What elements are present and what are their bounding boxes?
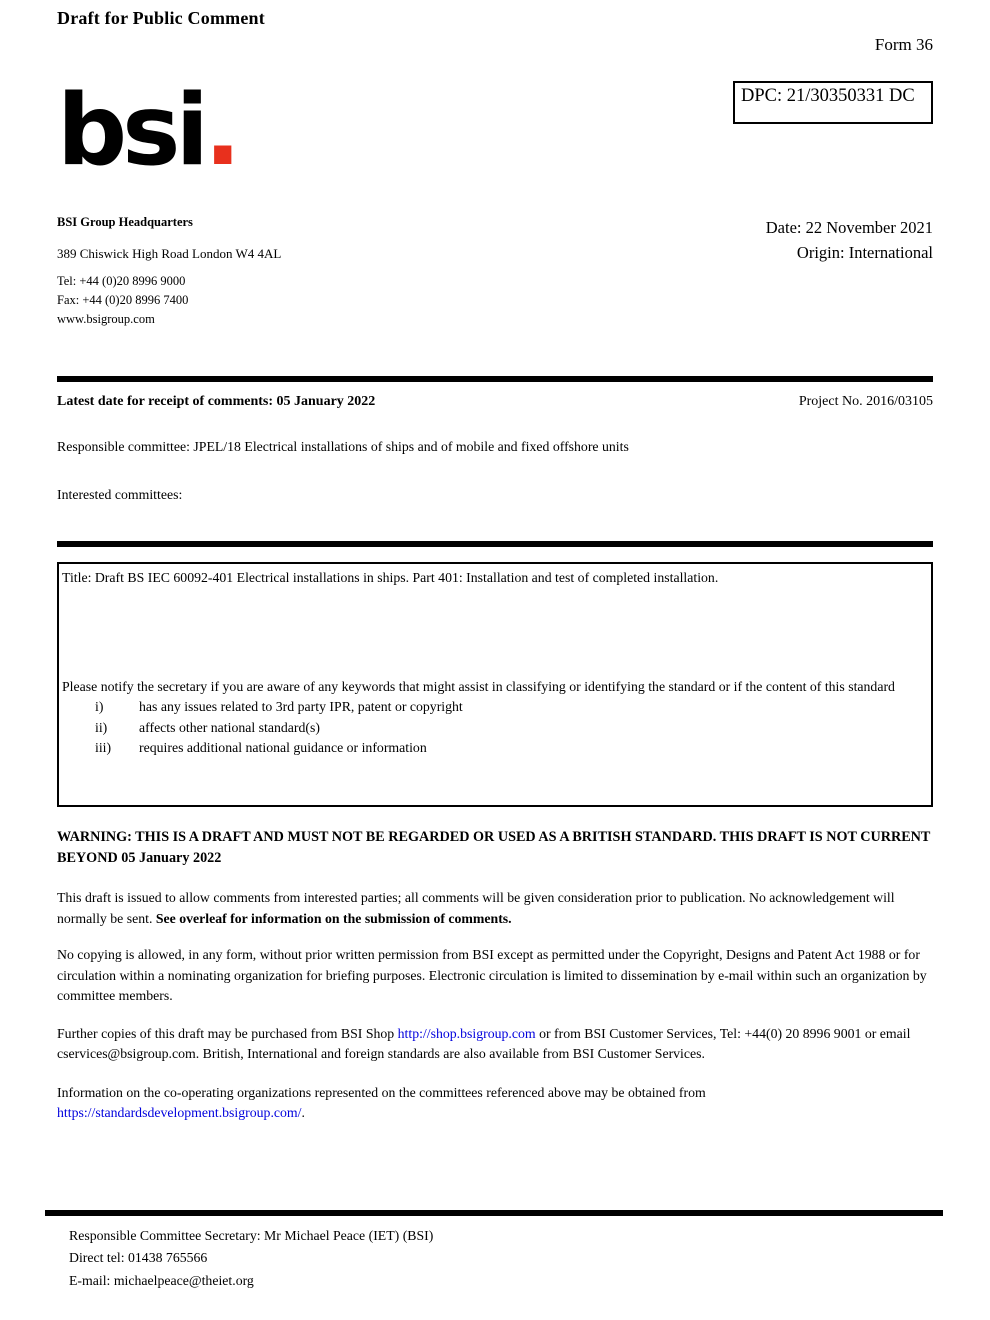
cooperating-organizations-paragraph <box>57 1083 933 1124</box>
list-item-text: has any issues related to 3rd party IPR, patent or copyright <box>139 699 463 714</box>
list-item-text: affects other national standard(s) <box>139 719 320 735</box>
bsi-shop-link[interactable]: http://shop.bsigroup.com <box>397 1025 536 1041</box>
footer <box>57 1210 933 1291</box>
hq-website: www.bsigroup.com <box>57 312 155 326</box>
responsible-committee-line: Responsible committee: JPEL/18 Electrical installations of ships and of mobile and fixed offshore units <box>57 439 629 454</box>
bsi-logo-dot: . <box>204 74 237 188</box>
warning-text: WARNING: THIS IS A DRAFT AND MUST NOT BE REGARDED OR USED AS A BRITISH STANDARD. THIS DRAFT IS NOT CURRENT BEYOND 05 January 2022 <box>57 829 931 866</box>
draft-issued-paragraph <box>57 888 933 929</box>
hq-address: 389 Chiswick High Road London W4 4AL <box>57 246 282 261</box>
further-copies-text-pre: Further copies of this draft may be purchased from BSI Shop <box>57 1025 398 1041</box>
latest-date-label: Latest date for receipt of comments: 05 January 2022 <box>57 394 376 409</box>
document-date: Date: 22 November 2021 <box>765 218 933 237</box>
logo-dpc-row <box>57 74 933 188</box>
list-item <box>62 738 925 759</box>
horizontal-rule-footer <box>45 1210 943 1216</box>
standard-title: Title: Draft BS IEC 60092-401 Electrical installations in ships. Part 401: Installation and test of completed installation. <box>62 570 719 585</box>
title-box <box>57 562 933 807</box>
info-text-post: . <box>301 1105 305 1120</box>
see-overleaf-bold-text: See overleaf for information on the submission of comments. <box>155 910 512 926</box>
notify-secretary-text: Please notify the secretary if you are aware of any keywords that might assist in classifying or identifying the standard or if the content of this standard <box>62 678 895 694</box>
further-copies-text-post: or from BSI Customer Services, Tel: +44(0) 20 8996 9001 or email cservices@bsigroup.com. British, International and foreign standards are also available from BSI Customer Services. <box>57 1025 911 1061</box>
document-origin: Origin: International <box>796 243 933 262</box>
list-item <box>62 718 925 739</box>
interested-committees-line: Interested committees: <box>57 486 183 502</box>
horizontal-rule-mid <box>57 541 933 547</box>
standards-development-link[interactable]: https://standardsdevelopment.bsigroup.com/ <box>57 1105 302 1120</box>
draft-for-public-comment-heading: Draft for Public Comment <box>57 8 265 28</box>
project-number: Project No. 2016/03105 <box>798 394 933 409</box>
bsi-logo-text: bsi <box>57 74 205 188</box>
committee-secretary-line: Responsible Committee Secretary: Mr Michael Peace (IET) (BSI) <box>69 1227 434 1243</box>
address-block <box>57 215 281 330</box>
list-item <box>62 697 925 718</box>
dpc-number-box: DPC: 21/30350331 DC <box>733 81 933 124</box>
horizontal-rule-top <box>57 376 933 382</box>
direct-tel-line: Direct tel: 01438 765566 <box>69 1250 208 1265</box>
draft-issued-text: This draft is issued to allow comments from interested parties; all comments will be given consideration prior to publication. No acknowledgement will normally be sent. <box>57 890 895 926</box>
email-line: E-mail: michaelpeace@theiet.org <box>69 1272 254 1288</box>
address-meta-row <box>57 215 933 330</box>
list-marker: ii) <box>95 719 108 735</box>
date-origin-block <box>766 215 933 330</box>
hq-name: BSI Group Headquarters <box>57 215 193 229</box>
bsi-logo <box>57 74 237 188</box>
latest-date-row <box>57 394 933 410</box>
no-copying-paragraph: No copying is allowed, in any form, without prior written permission from BSI except as permitted under the Copyright, Designs and Patent Act 1988 or for circulation within a nominating organization for briefing purposes. Electronic circulation is limited to dissemination by e-mail within such an organization by committee members. <box>57 947 927 1003</box>
form-number-label: Form 36 <box>874 35 933 54</box>
footer-contact-block <box>57 1227 933 1291</box>
list-marker: i) <box>95 699 104 714</box>
info-text-pre: Information on the co-operating organizations represented on the committees referenced above may be obtained from <box>57 1084 706 1100</box>
further-copies-paragraph <box>57 1024 933 1065</box>
hq-fax: Fax: +44 (0)20 8996 7400 <box>57 293 189 307</box>
list-item-text: requires additional national guidance or information <box>139 740 427 755</box>
hq-tel: Tel: +44 (0)20 8996 9000 <box>57 274 186 288</box>
list-marker: iii) <box>95 740 112 755</box>
